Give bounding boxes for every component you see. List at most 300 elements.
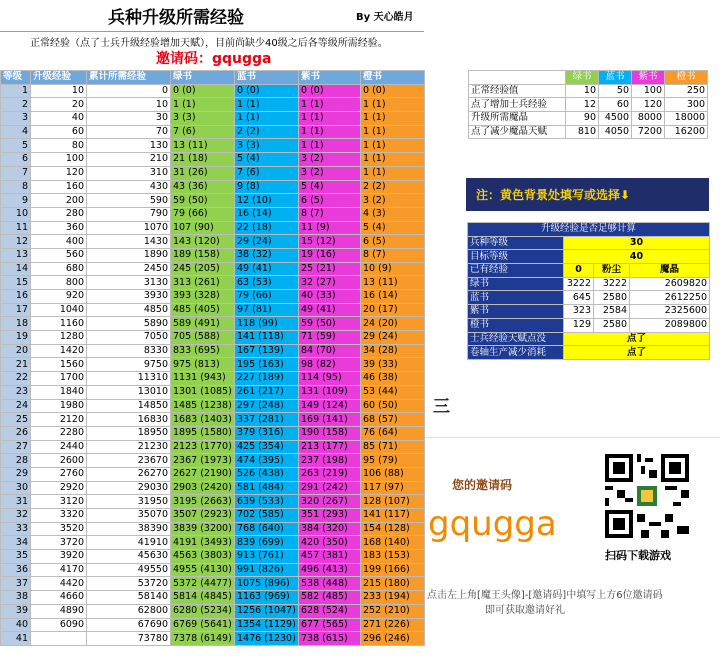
table-cell: 70 [87, 125, 171, 139]
table-cell: 25 [1, 413, 31, 427]
table-row [1, 454, 425, 468]
calc-cell: 2580 [594, 318, 630, 332]
crystal-header: 魔晶 [630, 264, 710, 278]
table-cell: 913 (761) [235, 550, 299, 564]
table-cell [31, 632, 87, 646]
table-row [1, 194, 425, 208]
table-cell: 526 (438) [235, 467, 299, 481]
calc-book-row [468, 291, 710, 305]
column-header: 绿书 [171, 71, 235, 85]
table-cell: 839 (699) [235, 536, 299, 550]
table-cell: 5372 (4477) [171, 577, 235, 591]
table-row [1, 495, 425, 509]
cost-cell: 810 [566, 125, 599, 139]
dust-header: 粉尘 [594, 264, 630, 278]
table-cell: 143 (120) [171, 235, 235, 249]
table-row [1, 262, 425, 276]
table-cell: 2450 [87, 262, 171, 276]
table-cell: 3 (3) [235, 139, 299, 153]
calc-cell: 2609820 [630, 277, 710, 291]
table-cell: 582 (485) [299, 591, 361, 605]
table-cell: 3 [1, 112, 31, 126]
table-row [1, 577, 425, 591]
table-cell: 46 (38) [361, 372, 425, 386]
table-cell: 1 [1, 84, 31, 98]
table-cell: 1075 (896) [235, 577, 299, 591]
table-cell: 1070 [87, 221, 171, 235]
table-cell: 40 [1, 618, 31, 632]
table-cell: 37 [1, 577, 31, 591]
table-cell: 32 [1, 509, 31, 523]
table-cell: 538 (448) [299, 577, 361, 591]
table-cell: 195 (163) [235, 358, 299, 372]
target-level-label: 目标等级 [468, 250, 564, 264]
table-row [1, 440, 425, 454]
table-cell: 0 (0) [171, 84, 235, 98]
table-cell: 100 [31, 153, 87, 167]
table-row [1, 235, 425, 249]
table-cell: 53 (44) [361, 385, 425, 399]
talent-exp-label: 士兵经验天赋点没 [468, 332, 564, 346]
table-cell: 3320 [31, 509, 87, 523]
table-cell: 4890 [31, 604, 87, 618]
cost-cell: 300 [665, 98, 708, 112]
talent-exp-select[interactable]: 点了 [564, 332, 710, 346]
calculator-title: 升级经验是否足够计算 [468, 223, 710, 237]
table-cell: 167 (139) [235, 344, 299, 358]
table-cell: 5 [1, 139, 31, 153]
talent-crystal-label: 卷轴生产减少消耗 [468, 346, 564, 360]
table-cell: 38 (32) [235, 248, 299, 262]
cost-row [469, 84, 708, 98]
table-cell: 73780 [87, 632, 171, 646]
table-cell: 2 (2) [235, 125, 299, 139]
table-cell: 141 (117) [361, 509, 425, 523]
table-cell: 2367 (1973) [171, 454, 235, 468]
cost-cell: 8000 [632, 112, 665, 126]
column-header: 蓝书 [235, 71, 299, 85]
qr-code-icon[interactable] [605, 454, 689, 538]
table-row [1, 166, 425, 180]
table-cell: 297 (248) [235, 399, 299, 413]
table-row [1, 276, 425, 290]
table-cell: 30 [1, 481, 31, 495]
table-cell: 1420 [31, 344, 87, 358]
table-cell: 3120 [31, 495, 87, 509]
table-cell: 33 [1, 522, 31, 536]
table-cell: 4660 [31, 591, 87, 605]
table-cell: 1 (1) [235, 98, 299, 112]
book-cost-table [468, 70, 708, 139]
table-cell: 5 (4) [299, 180, 361, 194]
table-cell: 1560 [31, 358, 87, 372]
table-cell: 62800 [87, 604, 171, 618]
table-header-row [1, 71, 425, 85]
table-cell: 63 (53) [235, 276, 299, 290]
table-cell: 6 (5) [361, 235, 425, 249]
table-cell: 6280 (5234) [171, 604, 235, 618]
table-row [1, 509, 425, 523]
instruction-line-1: 点击左上角[魔王头像]-[邀请码]中填写上方6位邀请码 [427, 590, 663, 601]
table-cell: 1354 (1129) [235, 618, 299, 632]
table-cell: 215 (180) [361, 577, 425, 591]
table-cell: 3 (3) [171, 112, 235, 126]
unit-level-input[interactable]: 30 [564, 236, 710, 250]
table-cell: 0 (0) [361, 84, 425, 98]
table-row [1, 221, 425, 235]
calc-cell: 绿书 [468, 277, 564, 291]
note-text: 正常经验（点了士兵升级经验增加天赋），目前尚缺少40级之后各等级所需经验。 [30, 38, 388, 49]
table-cell: 6090 [31, 618, 87, 632]
table-row [1, 317, 425, 331]
table-cell: 11 [1, 221, 31, 235]
cost-cell: 4500 [599, 112, 632, 126]
table-cell: 2920 [31, 481, 87, 495]
calc-cell: 3222 [594, 277, 630, 291]
table-cell: 1895 (1580) [171, 426, 235, 440]
table-cell: 30 [87, 112, 171, 126]
table-cell: 3720 [31, 536, 87, 550]
table-cell: 168 (140) [361, 536, 425, 550]
table-cell: 29 (24) [361, 331, 425, 345]
cost-cell: 正常经验值 [469, 84, 566, 98]
table-row [1, 536, 425, 550]
table-cell: 128 (107) [361, 495, 425, 509]
cost-row [469, 112, 708, 126]
cost-cell: 60 [599, 98, 632, 112]
column-header: 等级 [1, 71, 31, 85]
table-cell: 10 [1, 207, 31, 221]
table-cell: 210 [87, 153, 171, 167]
table-cell: 131 (109) [299, 385, 361, 399]
table-cell: 34 (28) [361, 344, 425, 358]
table-cell: 98 (82) [299, 358, 361, 372]
table-cell: 19 (16) [299, 248, 361, 262]
table-cell: 68 (57) [361, 413, 425, 427]
table-cell: 20 (17) [361, 303, 425, 317]
table-cell: 1 (1) [361, 139, 425, 153]
table-row [1, 399, 425, 413]
table-cell: 590 [87, 194, 171, 208]
table-cell: 1476 (1230) [235, 632, 299, 646]
table-cell: 1 (1) [299, 112, 361, 126]
table-cell: 420 (350) [299, 536, 361, 550]
table-cell: 13 [1, 248, 31, 262]
table-cell: 15 [1, 276, 31, 290]
table-cell: 7050 [87, 331, 171, 345]
table-row [1, 591, 425, 605]
table-cell: 21 (18) [171, 153, 235, 167]
cost-cell: 点了增加士兵经验 [469, 98, 566, 112]
table-cell: 14 [1, 262, 31, 276]
table-cell: 1 (1) [171, 98, 235, 112]
table-row [1, 604, 425, 618]
calc-book-row [468, 277, 710, 291]
target-level-input[interactable]: 40 [564, 250, 710, 264]
table-cell: 261 (217) [235, 385, 299, 399]
table-cell: 4 (3) [361, 207, 425, 221]
column-header: 升级经验 [31, 71, 87, 85]
table-cell: 3920 [31, 550, 87, 564]
table-cell: 310 [87, 166, 171, 180]
table-cell: 1040 [31, 303, 87, 317]
cost-header-blank [469, 71, 566, 85]
table-cell: 485 (405) [171, 303, 235, 317]
calc-cell: 2089800 [630, 318, 710, 332]
table-cell: 200 [31, 194, 87, 208]
table-cell: 199 (166) [361, 563, 425, 577]
table-cell: 2760 [31, 467, 87, 481]
table-cell: 18 [1, 317, 31, 331]
table-cell: 39 (33) [361, 358, 425, 372]
author-credit: By 天心皓月 [356, 12, 414, 23]
table-cell: 3 (2) [361, 194, 425, 208]
table-cell: 59 (50) [171, 194, 235, 208]
table-cell: 23670 [87, 454, 171, 468]
table-row [1, 180, 425, 194]
table-cell: 29 [1, 467, 31, 481]
table-cell: 280 [31, 207, 87, 221]
table-cell: 71 (59) [299, 331, 361, 345]
table-cell: 1 (1) [299, 98, 361, 112]
table-cell: 169 (141) [299, 413, 361, 427]
cost-cell: 4050 [599, 125, 632, 139]
table-cell: 9 [1, 194, 31, 208]
table-cell: 25 (21) [299, 262, 361, 276]
table-cell: 97 (81) [235, 303, 299, 317]
table-cell: 702 (585) [235, 509, 299, 523]
table-row [1, 98, 425, 112]
cost-header-row [469, 71, 708, 85]
table-cell: 1 (1) [361, 125, 425, 139]
table-cell: 2600 [31, 454, 87, 468]
table-cell: 20 [1, 344, 31, 358]
table-cell: 1 (1) [361, 98, 425, 112]
table-cell: 58140 [87, 591, 171, 605]
table-cell: 5814 (4845) [171, 591, 235, 605]
invite-code-text: 邀请码：gqugga [156, 51, 272, 67]
table-cell: 9 (8) [235, 180, 299, 194]
table-cell: 18950 [87, 426, 171, 440]
calc-book-row [468, 318, 710, 332]
table-cell: 106 (88) [361, 467, 425, 481]
table-cell: 1280 [31, 331, 87, 345]
column-header: 橙书 [361, 71, 425, 85]
table-row [1, 550, 425, 564]
table-cell: 39 [1, 604, 31, 618]
table-cell: 213 (177) [299, 440, 361, 454]
invite-promo [425, 437, 720, 656]
table-cell: 80 [31, 139, 87, 153]
table-cell: 17 [1, 303, 31, 317]
table-cell: 4850 [87, 303, 171, 317]
table-cell: 379 (316) [235, 426, 299, 440]
table-cell: 7 [1, 166, 31, 180]
table-cell: 20 [31, 98, 87, 112]
table-row [1, 153, 425, 167]
cost-header: 紫书 [632, 71, 665, 85]
table-cell: 560 [31, 248, 87, 262]
table-cell: 3930 [87, 290, 171, 304]
table-cell: 2280 [31, 426, 87, 440]
cost-header: 绿书 [566, 71, 599, 85]
calc-cell: 3222 [564, 277, 594, 291]
table-cell: 141 (118) [235, 331, 299, 345]
table-cell: 393 (328) [171, 290, 235, 304]
table-cell: 457 (381) [299, 550, 361, 564]
table-cell: 3130 [87, 276, 171, 290]
table-cell: 296 (246) [361, 632, 425, 646]
calc-cell: 橙书 [468, 318, 564, 332]
table-cell: 13 (11) [171, 139, 235, 153]
table-cell: 32 (27) [299, 276, 361, 290]
table-row [1, 522, 425, 536]
table-cell: 975 (813) [171, 358, 235, 372]
table-row [1, 385, 425, 399]
table-cell: 680 [31, 262, 87, 276]
table-cell: 6 [1, 153, 31, 167]
page-title: 兵种升级所需经验 [108, 8, 244, 28]
table-cell: 28 [1, 454, 31, 468]
table-cell: 76 (64) [361, 426, 425, 440]
table-cell: 271 (226) [361, 618, 425, 632]
table-cell: 0 (0) [235, 84, 299, 98]
table-cell: 11 (9) [299, 221, 361, 235]
table-cell: 1430 [87, 235, 171, 249]
table-cell: 34 [1, 536, 31, 550]
table-row [1, 248, 425, 262]
table-cell: 1485 (1238) [171, 399, 235, 413]
table-cell: 84 (70) [299, 344, 361, 358]
table-cell: 8 (7) [299, 207, 361, 221]
table-cell: 16830 [87, 413, 171, 427]
table-cell: 0 [87, 84, 171, 98]
table-cell: 41 [1, 632, 31, 646]
cost-cell: 120 [632, 98, 665, 112]
table-row [1, 426, 425, 440]
cost-cell: 升级所需魔晶 [469, 112, 566, 126]
table-cell: 2 [1, 98, 31, 112]
table-cell: 252 (210) [361, 604, 425, 618]
table-cell: 35070 [87, 509, 171, 523]
table-cell: 5 (4) [361, 221, 425, 235]
table-cell: 7 (6) [171, 125, 235, 139]
instruction-line-2: 即可获取邀请好礼 [485, 605, 565, 616]
table-row [1, 358, 425, 372]
calc-cell: 645 [564, 291, 594, 305]
table-cell: 3 (2) [299, 166, 361, 180]
table-cell: 3 (2) [299, 153, 361, 167]
table-cell: 10 (9) [361, 262, 425, 276]
table-cell: 1 (1) [361, 112, 425, 126]
table-cell: 991 (826) [235, 563, 299, 577]
table-cell: 1131 (943) [171, 372, 235, 386]
menu-icon[interactable]: 三 [433, 397, 450, 417]
table-cell: 400 [31, 235, 87, 249]
have-exp-input[interactable]: 0 [564, 264, 594, 278]
table-cell: 1840 [31, 385, 87, 399]
talent-crystal-select[interactable]: 点了 [564, 346, 710, 360]
table-cell: 13 (11) [361, 276, 425, 290]
table-cell: 1 (1) [299, 125, 361, 139]
table-cell: 15 (12) [299, 235, 361, 249]
cost-cell: 12 [566, 98, 599, 112]
table-cell: 351 (293) [299, 509, 361, 523]
cost-row [469, 98, 708, 112]
table-cell: 2903 (2420) [171, 481, 235, 495]
table-cell: 21230 [87, 440, 171, 454]
cost-cell: 16200 [665, 125, 708, 139]
table-cell: 40 [31, 112, 87, 126]
table-cell: 1890 [87, 248, 171, 262]
table-row [1, 125, 425, 139]
table-cell: 1683 (1403) [171, 413, 235, 427]
table-cell: 1980 [31, 399, 87, 413]
table-row [1, 139, 425, 153]
table-cell: 79 (66) [235, 290, 299, 304]
table-cell: 6769 (5641) [171, 618, 235, 632]
have-exp-label: 已有经验 [468, 264, 564, 278]
table-cell: 117 (97) [361, 481, 425, 495]
table-cell: 3195 (2663) [171, 495, 235, 509]
cost-row [469, 125, 708, 139]
table-cell: 425 (354) [235, 440, 299, 454]
table-cell: 31950 [87, 495, 171, 509]
table-row [1, 632, 425, 646]
your-code-label: 您的邀请码 [452, 478, 513, 492]
table-cell: 130 [87, 139, 171, 153]
table-cell: 189 (158) [171, 248, 235, 262]
table-cell: 49 (41) [299, 303, 361, 317]
table-cell: 233 (194) [361, 591, 425, 605]
table-cell: 118 (99) [235, 317, 299, 331]
table-cell: 768 (640) [235, 522, 299, 536]
table-cell: 263 (219) [299, 467, 361, 481]
table-cell: 12 [1, 235, 31, 249]
table-cell: 5890 [87, 317, 171, 331]
calc-cell: 2580 [594, 291, 630, 305]
table-cell: 2 (2) [361, 180, 425, 194]
exp-calculator [467, 222, 710, 360]
calc-cell: 323 [564, 305, 594, 319]
table-cell: 29 (24) [235, 235, 299, 249]
table-cell: 4563 (3803) [171, 550, 235, 564]
level-experience-table [0, 70, 425, 646]
table-cell: 360 [31, 221, 87, 235]
table-row [1, 344, 425, 358]
table-cell: 41910 [87, 536, 171, 550]
table-row [1, 618, 425, 632]
table-cell: 4420 [31, 577, 87, 591]
table-cell: 0 (0) [299, 84, 361, 98]
calc-cell: 2325600 [630, 305, 710, 319]
table-cell: 3839 (3200) [171, 522, 235, 536]
table-cell: 1 (1) [299, 139, 361, 153]
table-row [1, 481, 425, 495]
table-row [1, 207, 425, 221]
cost-cell: 点了减少魔晶天赋 [469, 125, 566, 139]
calc-cell: 紫书 [468, 305, 564, 319]
calc-cell: 2612250 [630, 291, 710, 305]
table-row [1, 467, 425, 481]
table-cell: 320 (267) [299, 495, 361, 509]
table-cell: 24 [1, 399, 31, 413]
table-row [1, 112, 425, 126]
table-cell: 36 [1, 563, 31, 577]
table-cell: 1160 [31, 317, 87, 331]
cost-cell: 90 [566, 112, 599, 126]
table-cell: 85 (71) [361, 440, 425, 454]
